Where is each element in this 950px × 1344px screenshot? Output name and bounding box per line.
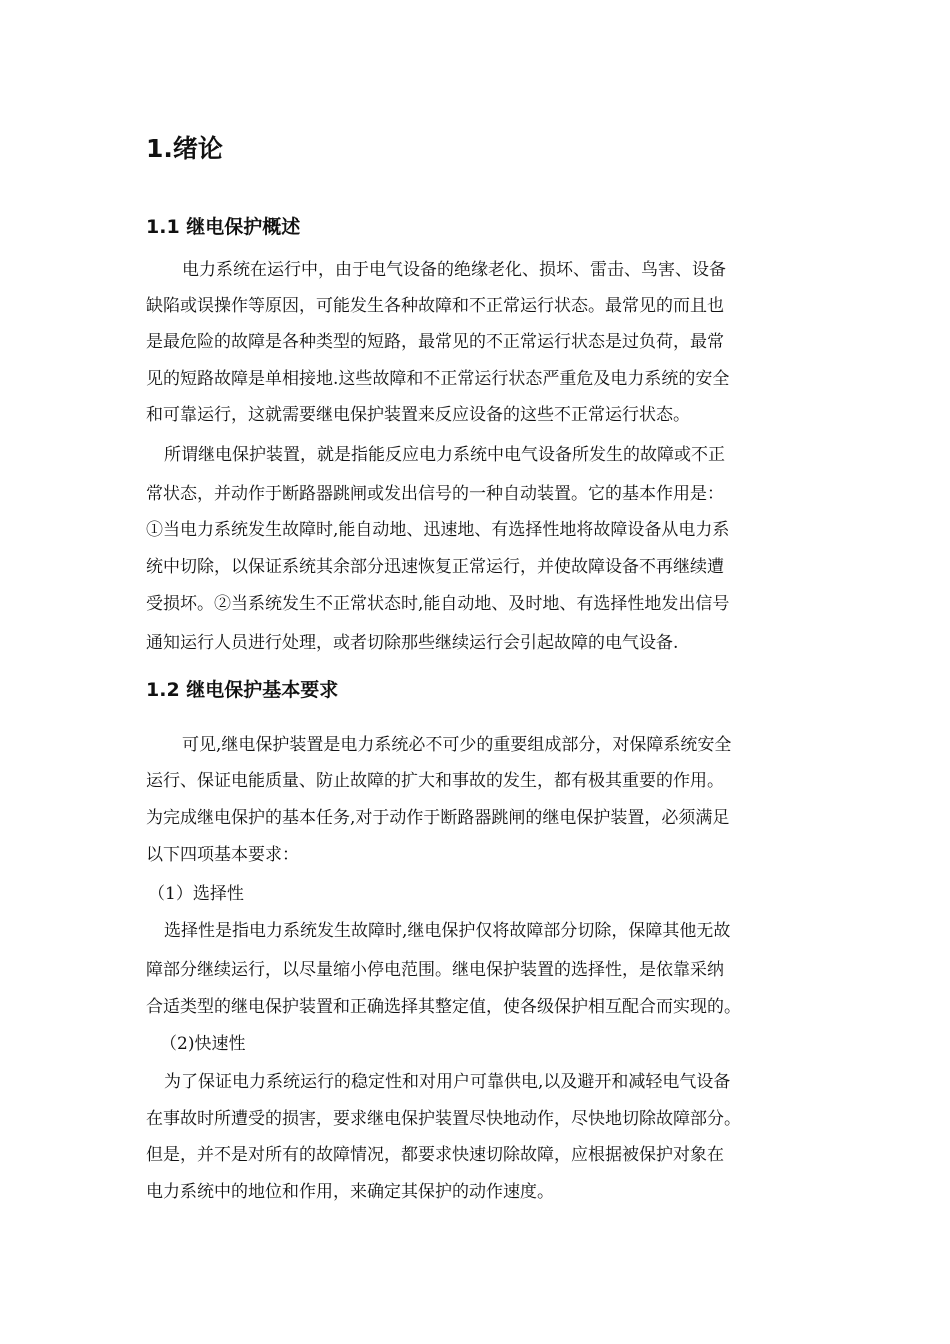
text-line: 是最危险的故障是各种类型的短路，最常见的不正常运行状态是过负荷，最常 — [146, 332, 724, 352]
text-line: 所谓继电保护装置，就是指能反应电力系统中电气设备所发生的故障或不正 — [164, 445, 725, 465]
text-line: 和可靠运行，这就需要继电保护装置来反应设备的这些不正常运行状态。 — [146, 405, 690, 425]
text-line: 电力系统中的地位和作用，来确定其保护的动作速度。 — [146, 1182, 554, 1202]
text-line: 以下四项基本要求： — [146, 845, 299, 865]
text-line: 见的短路故障是单相接地.这些故障和不正常运行状态严重危及电力系统的安全 — [146, 369, 730, 389]
text-line: 为了保证电力系统运行的稳定性和对用户可靠供电,以及避开和减轻电气设备 — [164, 1072, 731, 1092]
text-line: 合适类型的继电保护装置和正确选择其整定值，使各级保护相互配合而实现的。 — [146, 997, 741, 1017]
text-line: 运行、保证电能质量、防止故障的扩大和事故的发生，都有极其重要的作用。 — [146, 771, 724, 791]
text-line: 常状态，并动作于断路器跳闸或发出信号的一种自动装置。它的基本作用是： — [146, 484, 724, 504]
text-line: 电力系统在运行中，由于电气设备的绝缘老化、损坏、雷击、鸟害、设备 — [182, 260, 726, 280]
list-item-label-speed: （2)快速性 — [160, 1034, 246, 1054]
text-line: 可见,继电保护装置是电力系统必不可少的重要组成部分，对保障系统安全 — [182, 735, 732, 755]
text-line: 统中切除，以保证系统其余部分迅速恢复正常运行，并使故障设备不再继续遭 — [146, 557, 724, 577]
text-line: 但是，并不是对所有的故障情况，都要求快速切除故障，应根据被保护对象在 — [146, 1145, 724, 1165]
chapter-title: 1.绪论 — [146, 134, 223, 163]
text-line: 为完成继电保护的基本任务,对于动作于断路器跳闸的继电保护装置，必须满足 — [146, 808, 730, 828]
text-line: 在事故时所遭受的损害，要求继电保护装置尽快地动作，尽快地切除故障部分。 — [146, 1109, 741, 1129]
section-heading-1-1: 1.1 继电保护概述 — [146, 216, 301, 238]
text-line: 选择性是指电力系统发生故障时,继电保护仅将故障部分切除，保障其他无故 — [164, 921, 731, 941]
text-line: 通知运行人员进行处理，或者切除那些继续运行会引起故障的电气设备. — [146, 633, 679, 653]
text-line: 障部分继续运行，以尽量缩小停电范围。继电保护装置的选择性，是依靠采纳 — [146, 960, 724, 980]
text-line: 受损坏。②当系统发生不正常状态时,能自动地、及时地、有选择性地发出信号 — [146, 594, 730, 614]
list-item-label-selectivity: （1）选择性 — [148, 884, 244, 904]
text-line: ①当电力系统发生故障时,能自动地、迅速地、有选择性地将故障设备从电力系 — [146, 520, 730, 540]
section-heading-1-2: 1.2 继电保护基本要求 — [146, 679, 339, 701]
text-line: 缺陷或误操作等原因，可能发生各种故障和不正常运行状态。最常见的而且也 — [146, 296, 724, 316]
